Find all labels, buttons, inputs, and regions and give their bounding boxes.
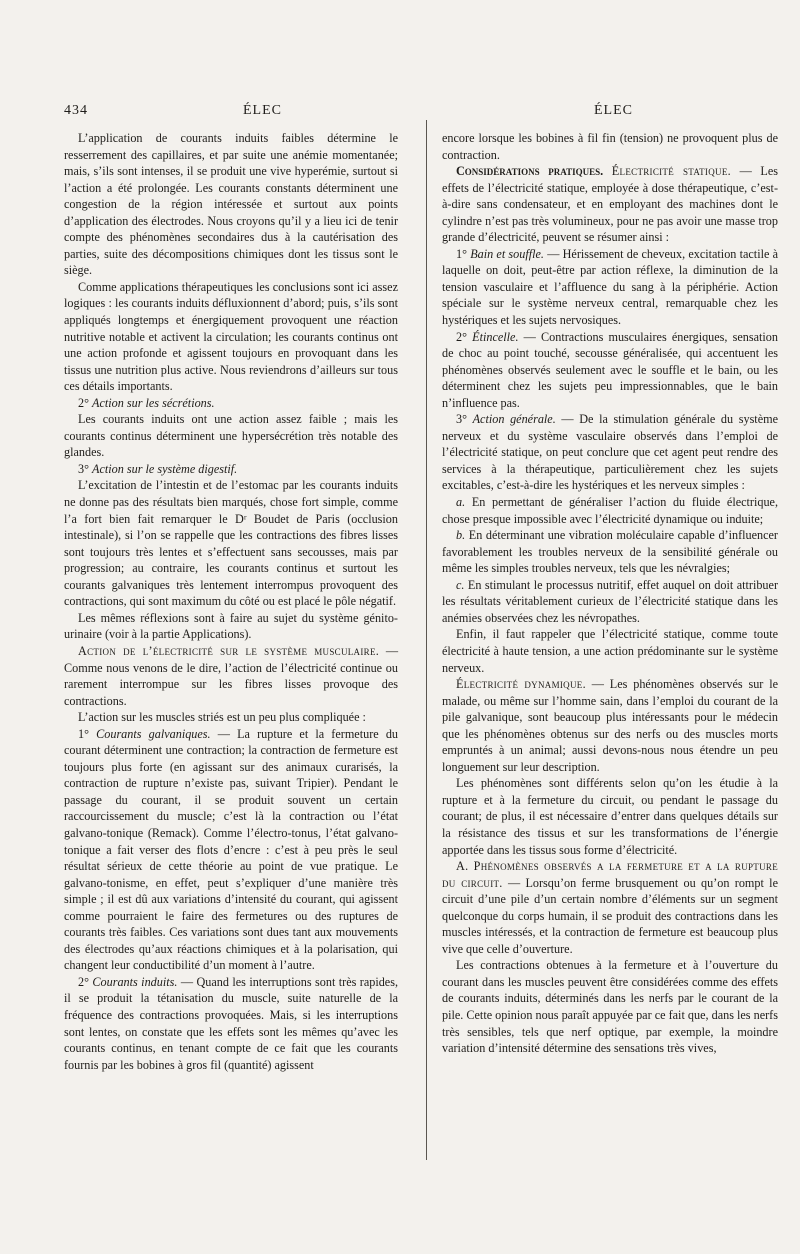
list-item: b. En déterminant une vibration moléculaire capable d’influencer favorablement les troubles nerveux de la sensibilité générale ou même les simples troubles nerveux, tels que les névralgies; [442, 528, 778, 576]
left-column-header: ÉLEC [243, 103, 282, 118]
paragraph: 2° Étincelle. — Contractions musculaires énergiques, sensation de choc au point touché, secousse généralisée, qui accentuent les phénomènes observés seulement avec le souffle et le bain, ou les déterminent chez les sujets peu impressionnables, que le bain n’influence pas. [442, 329, 778, 410]
list-item: a. En permettant de généraliser l’action du fluide électrique, chose presque impossible avec l’électricité dynamique ou induite; [442, 495, 778, 526]
paragraph: Enfin, il faut rappeler que l’électricité statique, comme toute électricité à haute tension, a une action prédominante sur le système nerveux. [442, 627, 778, 675]
paragraph: Considérations pratiques. Électricité statique. — Les effets de l’électricité statique, employée à dose thérapeutique, c’est-à-dire sans condensateur, et en employant des machines dont le cylindre n’est pas très volumineux, pour ne pas avoir une masse trop grande d’électricité, peuvent se résumer ainsi : [442, 164, 779, 245]
paragraph: Les contractions obtenues à la fermeture et à l’ouverture du courant dans les muscles peuvent être considérées comme des effets de courants induits, déterminés dans les nerfs par le courant de la pile. Cette opinion nous paraît appuyée par ce fait que, dans les nerfs très sensibles, tels que nerf optique, par exemple, la moindre variation d’intensité détermine des sensations très vives, [442, 958, 778, 1056]
paragraph: 2° Courants induits. — Quand les interruptions sont très rapides, il se produit la tétanisation du muscle, suite naturelle de la fréquence des contractions provoquées. Mais, si les interruptions sont lentes, on constate que les effets sont les mêmes qu’avec les courants continus, en tenant compte de ce fait que les courants fournis par les bobines à gros fil (quantité) agissent [64, 974, 399, 1072]
section-heading: 3° Action sur le système digestif. [78, 461, 238, 476]
paragraph: 1° Courants galvaniques. — La rupture et la fermeture du courant déterminent une contraction; la contraction de fermeture est toujours plus forte (en agissant sur des animaux curarisés, la contraction de rupture n’existe pas, suivant Tripier). Pendant le passage du courant, il se produit souvent un certain raccourcissement du muscle; c’est là la contraction ou l’état galvano-tonique (Remack). Comme l’électro-tonus, l’état galvano-tonique a fait verser des flots d’encre : c’est à peu près le seul résultat sérieux de cette théorie au point de vue pratique. Le galvano-tonisme, en effet, peut s’expliquer d’une manière très simple ; il est dû aux variations d’intensité du courant, qui agissent comme pourraient le faire des fermetures ou des ruptures de courants très faibles. Ces variations sont dues tant aux mouvements des électrodes qu’aux réactions chimiques et à la polarisation, qui changent leur conductibilité d’un moment à l’autre. [64, 726, 399, 973]
left-column [64, 130, 398, 1073]
paragraph: Les mêmes réflexions sont à faire au sujet du système génito-urinaire (voir à la partie Applications). [64, 610, 398, 642]
paragraph: 3° Action générale. — De la stimulation générale du système nerveux et du système vasculaire observés dans l’emploi de l’électricité statique, on peut conclure que cet agent peut rendre des services à la thérapeutique, particulièrement chez les sujets excitables, c’est-à-dire les hystériques et les nerveux simples : [442, 412, 778, 493]
right-column-header: ÉLEC [594, 103, 633, 118]
running-head [0, 103, 800, 123]
paragraph: 1° Bain et souffle. — Hérissement de cheveux, excitation tactile à laquelle on doit, peut-être par action réflexe, la diminution de la tension vasculaire et l’affluence du sang à la périphérie. Action spéciale sur le système nerveux central, remarquable chez les hystériques et les sujets nervosiques. [442, 246, 779, 328]
paragraph: encore lorsque les bobines à fil fin (tension) ne provoquent plus de contraction. [442, 131, 778, 162]
paragraph: A. Phénomènes observés a la fermeture et a la rupture du circuit. — Lorsqu’on ferme brusquement ou qu’on rompt le circuit d’une pile d’un certain nombre d’éléments sur un segment quelconque du corps humain, il se produit des contractions dans les muscles intéressés, et la contraction de fermeture est beaucoup plus vive que celle d’ouverture. [442, 859, 778, 956]
column-divider [426, 120, 427, 1160]
paragraph: Électricité dynamique. — Les phénomènes observés sur le malade, ou même sur l’homme sain, dans l’emploi du courant de la pile galvanique, sont beaucoup plus intéressants pour le médecin que les phénomènes obtenus sur des nerfs ou des muscles morts empruntés à un animal; aussi devons-nous nous étendre un peu longuement sur leur description. [442, 677, 779, 774]
list-item: c. En stimulant le processus nutritif, effet auquel on doit attribuer les résultats véritablement curieux de l’électricité statique dans les anémies observées chez les névropathes. [442, 577, 778, 625]
paragraph: Les courants induits ont une action assez faible ; mais les courants continus déterminent une hypersécrétion très notable des glandes. [64, 412, 398, 460]
section-heading: 2° Action sur les sécrétions. [78, 395, 215, 410]
paragraph: Action de l’électricité sur le système musculaire. — Comme nous venons de le dire, l’action de l’électricité continue ou rarement interrompue sur les fibres lisses provoque des contractions. [64, 643, 398, 708]
paragraph: L’action sur les muscles striés est un peu plus compliquée : [78, 710, 366, 725]
paragraph: L’excitation de l’intestin et de l’estomac par les courants induits ne donne pas des résultats bien marqués, chose fort simple, comme l’a fort bien fait remarquer le Dʳ Boudet de Paris (occlusion intestinale), si l’on se rappelle que les contractions des fibres lisses sont toujours très lentes et s’effectuent sans secousses, mais par progression; au contraire, les courants continus et surtout les courants galvaniques très lentement interrompus provoquent des contractions, qui sont maximum du côté ou est placé le pôle négatif. [64, 478, 398, 609]
paragraph: L’application de courants induits faibles détermine le resserrement des capillaires, et par suite une anémie momentanée; mais, s’ils sont intenses, il se produit une vive hyperémie, surtout si l’action a été prolongée. Les courants constants déterminent une congestion de la région intéressée et surtout aux points d’application des électrodes. Nous croyons qu’il y a lieu ici de tenir compte des phénomènes secondaires dus à la cautérisation des parties, suite des décompositions chimiques dont les tissus sont le siège. [64, 131, 398, 278]
paragraph: Comme applications thérapeutiques les conclusions sont ici assez logiques : les courants induits défluxionnent d’abord; puis, s’ils sont appliqués longtemps et énergiquement provoquent une réaction nutritive notable et activent la circulation; les courants continus ont une action profonde et agissent toujours en provoquant dans les tissus une nutrition plus active. Nous reviendrons d’ailleurs sur tous ces détails importants. [64, 279, 398, 394]
paragraph: Les phénomènes sont différents selon qu’on les étudie à la rupture et à la fermeture du circuit, ou pendant le passage du courant; de plus, il est nécessaire d’entrer dans quelques détails sur la résistance des tissus et sur les transformations de l’énergie apportée dans les tissus sous forme d’électricité. [442, 776, 778, 857]
right-column [442, 130, 778, 1057]
page-number: 434 [64, 103, 88, 118]
